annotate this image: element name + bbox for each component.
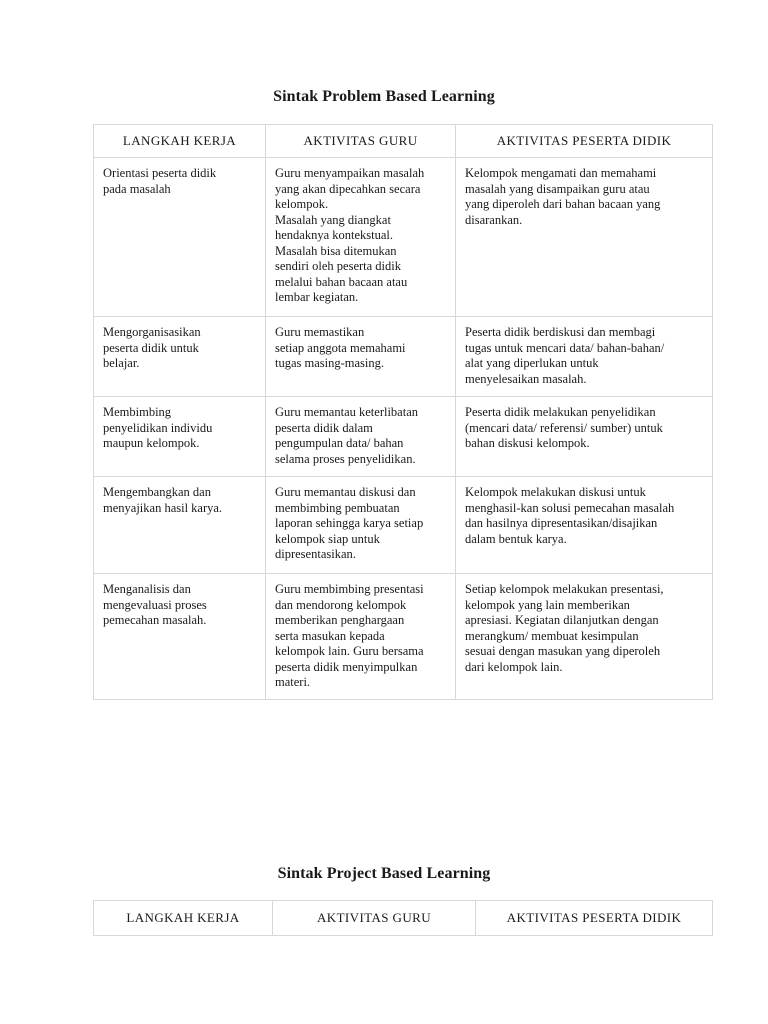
cell-text-line: Orientasi peserta didik [103,166,217,180]
cell-text-line: melalui bahan bacaan atau [275,274,408,289]
cell-langkah-kerja [94,397,266,477]
cell-text-line: (mencari data/ referensi/ sumber) untuk [465,420,663,435]
table-problem-based-learning [93,124,713,700]
cell-text-line: kelompok siap untuk [275,531,380,546]
cell-text-line: sendiri oleh peserta didik [275,259,402,273]
cell-text-line: Menganalisis dan [103,582,191,596]
header-aktivitas-guru: AKTIVITAS GURU [266,125,456,158]
cell-text-line: Membimbing [103,405,172,419]
cell-text-line: kelompok lain. Guru bersama [275,644,424,658]
table-project-based-learning [93,900,713,936]
cell-text-line: peserta didik menyimpulkan [275,659,418,674]
cell-aktivitas-guru [266,317,456,397]
cell-text-line: peserta didik untuk [103,340,199,355]
cell-text-line: hendaknya kontekstual. [275,228,394,242]
cell-text-line: alat yang diperlukan untuk [465,356,599,370]
cell-text-line: belajar. [103,356,140,370]
cell-text-line: dan mendorong kelompok [275,597,407,612]
cell-text-line: disarankan. [465,212,523,227]
cell-text-line: menyajikan hasil karya. [103,500,223,515]
cell-text-line: menyelesaikan masalah. [465,371,587,386]
cell-text-line: maupun kelompok. [103,436,200,450]
cell-text-line: yang diperoleh dari bahan bacaan yang [465,197,661,211]
cell-text-line: Guru memastikan [275,325,365,339]
cell-text-line: Mengorganisasikan [103,325,201,339]
header-aktivitas-guru: AKTIVITAS GURU [273,901,476,936]
cell-text-line: peserta didik dalam [275,420,373,435]
header-langkah-kerja: LANGKAH KERJA [94,125,266,158]
section-title-problem-based-learning: Sintak Problem Based Learning [273,88,495,105]
cell-aktivitas-peserta-didik [456,317,713,397]
cell-langkah-kerja [94,477,266,574]
cell-text-line: setiap anggota memahami [275,340,406,355]
cell-text-line: lembar kegiatan. [275,290,359,304]
cell-aktivitas-peserta-didik [456,477,713,574]
cell-text-line: kelompok yang lain memberikan [465,597,630,612]
cell-text-line: pengumpulan data/ bahan [275,436,404,450]
cell-text-line: Guru menyampaikan masalah [275,166,425,180]
cell-text-line: kelompok. [275,197,329,211]
cell-aktivitas-guru [266,158,456,317]
cell-text-line: materi. [275,675,311,689]
header-langkah-kerja: LANGKAH KERJA [94,901,273,936]
cell-text-line: dan hasilnya dipresentasikan/disajikan [465,516,658,530]
table-row [94,574,713,700]
cell-text-line: memberikan penghargaan [275,613,405,627]
cell-text-line: Mengembangkan dan [103,485,211,499]
cell-text-line: pemecahan masalah. [103,613,207,627]
cell-aktivitas-guru [266,477,456,574]
cell-text-line: dari kelompok lain. [465,659,563,674]
cell-text-line: Guru memantau keterlibatan [275,405,418,419]
table-row [94,158,713,317]
cell-text-line: Setiap kelompok melakukan presentasi, [465,582,664,596]
cell-text-line: serta masukan kepada [275,628,385,643]
cell-text-line: Kelompok melakukan diskusi untuk [465,485,646,499]
cell-text-line: tugas untuk mencari data/ bahan-bahan/ [465,340,665,355]
cell-text-line: dalam bentuk karya. [465,531,567,546]
cell-aktivitas-peserta-didik [456,158,713,317]
cell-text-line: selama proses penyelidikan. [275,451,416,466]
cell-text-line: Peserta didik melakukan penyelidikan [465,405,656,419]
cell-text-line: sesuai dengan masukan yang diperoleh [465,644,661,658]
cell-aktivitas-peserta-didik [456,397,713,477]
cell-langkah-kerja [94,317,266,397]
cell-text-line: pada masalah [103,181,171,196]
cell-aktivitas-guru [266,574,456,700]
section-title-project-based-learning: Sintak Project Based Learning [277,865,491,882]
table-row [94,317,713,397]
cell-text-line: dipresentasikan. [275,547,356,561]
table-header-row [94,125,713,158]
cell-text-line: apresiasi. Kegiatan dilanjutkan dengan [465,613,659,627]
header-aktivitas-peserta-didik: AKTIVITAS PESERTA DIDIK [456,125,713,158]
cell-text-line: Guru membimbing presentasi [275,582,424,596]
cell-text-line: penyelidikan individu [103,420,213,435]
header-aktivitas-peserta-didik: AKTIVITAS PESERTA DIDIK [476,901,713,936]
cell-text-line: mengevaluasi proses [103,597,207,612]
cell-text-line: laporan sehingga karya setiap [275,516,424,530]
cell-text-line: Masalah yang diangkat [275,212,391,227]
table-row [94,477,713,574]
cell-text-line: menghasil-kan solusi pemecahan masalah [465,500,675,515]
cell-text-line: Peserta didik berdiskusi dan membagi [465,325,656,339]
table-row [94,397,713,477]
cell-aktivitas-peserta-didik [456,574,713,700]
cell-text-line: tugas masing-masing. [275,356,385,370]
table-header-row [94,901,713,936]
cell-text-line: yang akan dipecahkan secara [275,181,421,196]
cell-text-line: bahan diskusi kelompok. [465,436,590,450]
cell-langkah-kerja [94,158,266,317]
cell-text-line: merangkum/ membuat kesimpulan [465,628,639,643]
cell-aktivitas-guru [266,397,456,477]
cell-text-line: membimbing pembuatan [275,500,400,515]
cell-langkah-kerja [94,574,266,700]
cell-text-line: masalah yang disampaikan guru atau [465,181,650,196]
cell-text-line: Guru memantau diskusi dan [275,485,416,499]
cell-text-line: Masalah bisa ditemukan [275,243,397,258]
cell-text-line: Kelompok mengamati dan memahami [465,166,657,180]
